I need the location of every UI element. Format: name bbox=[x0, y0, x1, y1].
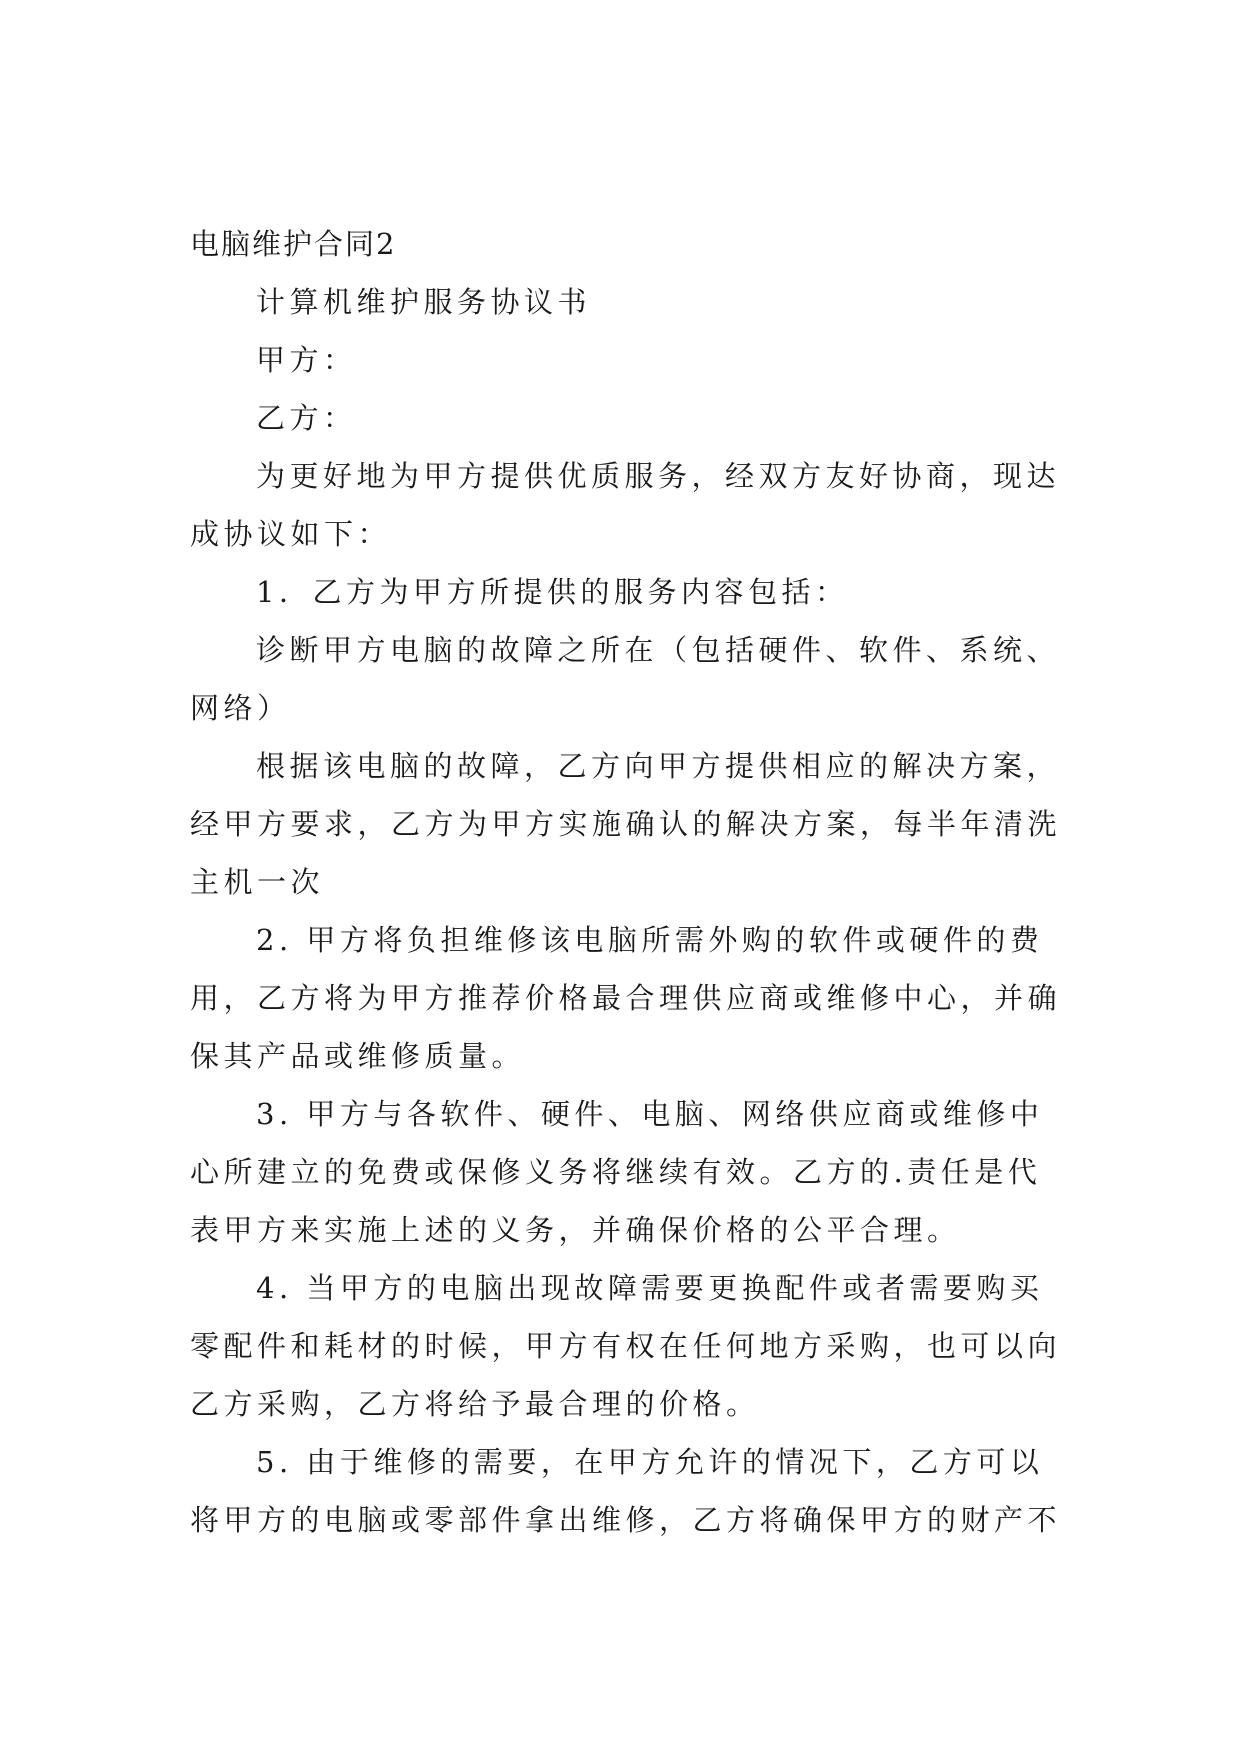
preamble-line: 为更好地为甲方提供优质服务，经双方友好协商，现达 bbox=[256, 459, 1061, 493]
clause-3-line: 心所建立的免费或保修义务将继续有效。乙方的.责任是代 bbox=[190, 1155, 1042, 1189]
clause-2-line: 保其产品或维修质量。 bbox=[190, 1039, 526, 1073]
clause-1-heading: 1．乙方为甲方所提供的服务内容包括： bbox=[256, 575, 849, 609]
clause-4-line: 乙方采购，乙方将给予最合理的价格。 bbox=[190, 1387, 760, 1421]
clause-2-line: 2. 甲方将负担维修该电脑所需外购的软件或硬件的费 bbox=[256, 923, 1044, 957]
party-b-label: 乙方： bbox=[256, 401, 357, 435]
agreement-heading: 计算机维护服务协议书 bbox=[256, 285, 592, 319]
clause-1-line: 根据该电脑的故障，乙方向甲方提供相应的解决方案， bbox=[256, 749, 1061, 783]
clause-1-line: 网络） bbox=[190, 691, 291, 725]
preamble-line: 成协议如下： bbox=[190, 517, 392, 551]
clause-1-line: 诊断甲方电脑的故障之所在（包括硬件、软件、系统、 bbox=[256, 633, 1061, 667]
clause-5-line: 将甲方的电脑或零部件拿出维修，乙方将确保甲方的财产不 bbox=[190, 1503, 1062, 1537]
document-title: 电脑维护合同2 bbox=[190, 227, 397, 261]
clause-5-line: 5. 由于维修的需要，在甲方允许的情况下，乙方可以 bbox=[256, 1445, 1044, 1479]
clause-4-line: 零配件和耗材的时候，甲方有权在任何地方采购，也可以向 bbox=[190, 1329, 1062, 1363]
document-body bbox=[190, 215, 1062, 1549]
clause-3-line: 表甲方来实施上述的义务，并确保价格的公平合理。 bbox=[190, 1213, 961, 1247]
clause-4-line: 4. 当甲方的电脑出现故障需要更换配件或者需要购买 bbox=[256, 1271, 1044, 1305]
party-a-label: 甲方： bbox=[256, 343, 357, 377]
clause-1-line: 主机一次 bbox=[190, 865, 325, 899]
clause-3-line: 3. 甲方与各软件、硬件、电脑、网络供应商或维修中 bbox=[256, 1097, 1044, 1131]
clause-1-line: 经甲方要求，乙方为甲方实施确认的解决方案，每半年清洗 bbox=[190, 807, 1062, 841]
clause-2-line: 用，乙方将为甲方推荐价格最合理供应商或维修中心，并确 bbox=[190, 981, 1062, 1015]
